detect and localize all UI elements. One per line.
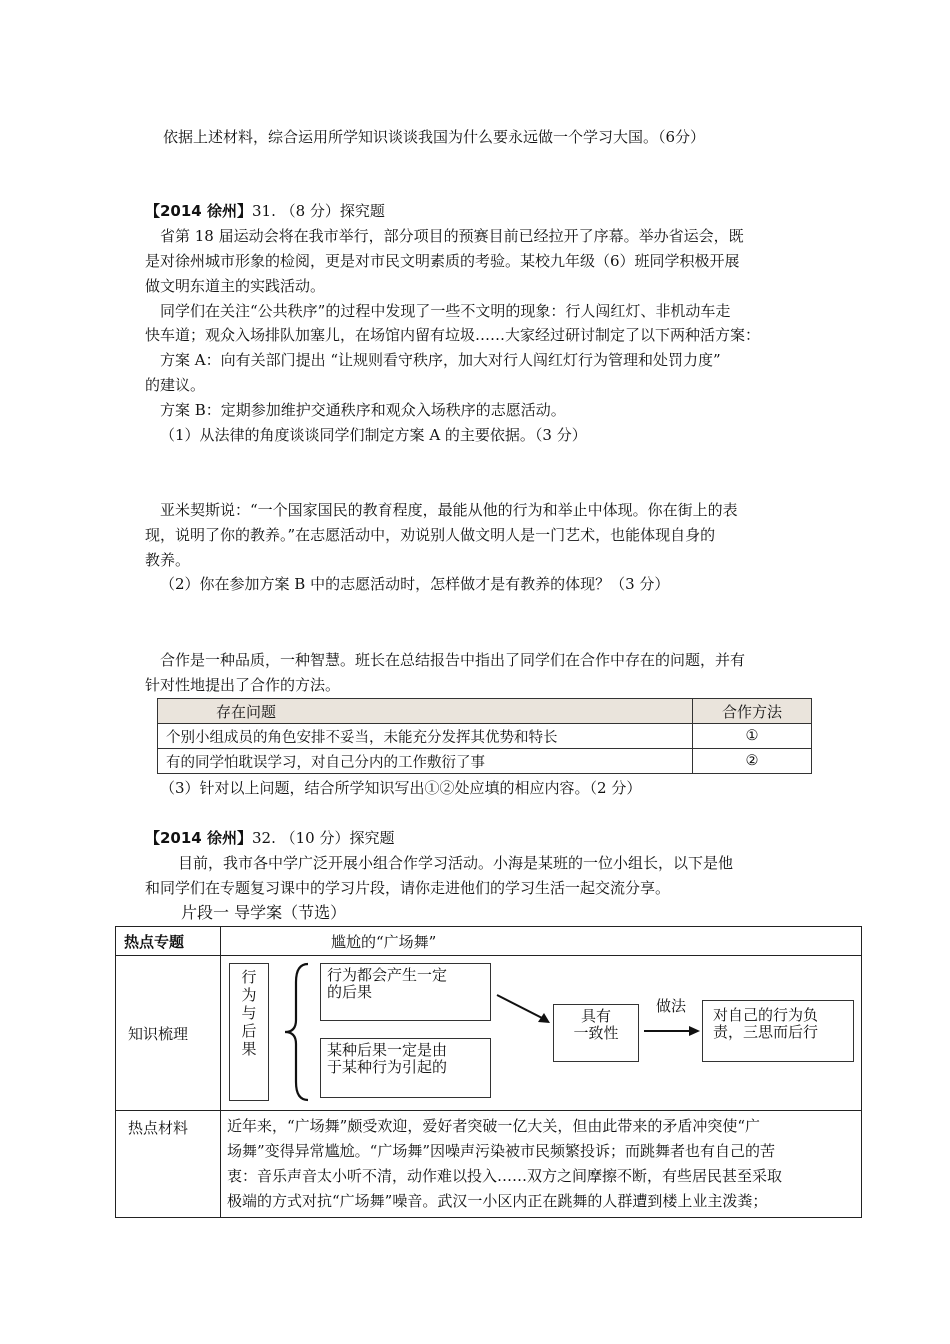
diagram-left-char: 果	[241, 1040, 257, 1058]
diagram-right-line: 责，三思而后行	[713, 1023, 819, 1041]
q32-para-line: 目前，我市各中学广泛开展小组合作学习活动。小海是某班的一位小组长，以下是他	[178, 854, 734, 872]
diagram-right-arrow-icon	[642, 1024, 702, 1038]
q31-quote-line: 亚米契斯说：“一个国家国民的教育程度，最能从他的行为和举止中体现。你在街上的表	[160, 501, 738, 519]
diagram-arrow-icon	[494, 992, 554, 1032]
material-line: 近年来，“广场舞”颇受欢迎，爱好者突破一亿大关，但由此带来的矛盾冲突使“广	[227, 1117, 761, 1135]
q31-coop-line: 合作是一种品质，一种智慧。班长在总结报告中指出了同学们在合作中存在的问题，并有	[160, 651, 746, 669]
q31-tag: 【2014 徐州】	[145, 202, 252, 220]
q31-sub2: （2）你在参加方案 B 中的志愿活动时，怎样做才是有教养的体现？（3 分）	[160, 575, 670, 593]
diagram-middle-box	[553, 1004, 639, 1062]
cooperation-table	[157, 698, 812, 774]
topic-label: 热点专题	[116, 927, 221, 956]
q31-para2-line: 快车道；观众入场排队加塞儿，在场馆内留有垃圾……大家经过研讨制定了以下两种活方案：	[145, 326, 761, 344]
diagram-left-char: 行	[241, 968, 257, 986]
intro-question: 依据上述材料，综合运用所学知识谈谈我国为什么要永远做一个学习大国。（6分）	[163, 128, 706, 146]
material-line: 极端的方式对抗“广场舞”噪音。武汉一小区内正在跳舞的人群遭到楼上业主泼粪；	[227, 1192, 768, 1210]
q31-quote-line: 现，说明了你的教养。”在志愿活动中，劝说别人做文明人是一门艺术，也能体现自身的	[145, 526, 716, 544]
q31-heading	[145, 201, 385, 221]
table-cell-method: ②	[693, 749, 812, 774]
diagram-bottom-line: 某种后果一定是由	[327, 1041, 448, 1059]
diagram-left-char: 与	[241, 1004, 257, 1022]
knowledge-label: 知识梳理	[116, 956, 221, 1111]
table-row	[158, 724, 812, 749]
diagram-right-line: 对自己的行为负	[713, 1006, 819, 1024]
table-row	[116, 1111, 862, 1218]
table-header-method: 合作方法	[693, 699, 812, 724]
material-text	[221, 1111, 862, 1218]
diagram-top-line: 的后果	[327, 983, 373, 1001]
q31-planB: 方案 B：定期参加维护交通秩序和观众入场秩序的志愿活动。	[160, 401, 566, 419]
q31-planA-line: 方案 A：向有关部门提出 “让规则看守秩序，加大对行人闯红灯行为管理和处罚力度”	[160, 351, 721, 369]
table-header-problem: 存在问题	[158, 699, 693, 724]
q31-para1-line: 做文明东道主的实践活动。	[145, 277, 326, 295]
diagram-left-char: 为	[241, 986, 257, 1004]
diagram-middle-line: 一致性	[573, 1024, 619, 1042]
diagram-top-box	[320, 963, 491, 1021]
q31-para1-line: 是对徐州城市形象的检阅，更是对市民文明素质的考验。某校九年级（6）班同学积极开展	[145, 252, 740, 270]
diagram-arrow-label: 做法	[656, 997, 687, 1015]
q31-coop-line: 针对性地提出了合作的方法。	[145, 676, 341, 694]
material-line: 衷：音乐声音太小听不清，动作难以投入……双方之间摩擦不断，有些居民甚至采取	[227, 1167, 783, 1185]
diagram-left-char: 后	[241, 1022, 257, 1040]
q31-sub1: （1）从法律的角度谈谈同学们制定方案 A 的主要依据。（3 分）	[160, 426, 587, 444]
q32-para-line: 和同学们在专题复习课中的学习片段，请你走进他们的学习生活一起交流分享。	[145, 879, 671, 897]
table-header-row	[158, 699, 812, 724]
diagram-right-box	[702, 1000, 854, 1062]
q32-title: 32. （10 分）探究题	[251, 829, 395, 847]
diagram-top-line: 行为都会产生一定	[327, 966, 448, 984]
table-cell-method: ①	[693, 724, 812, 749]
table-cell-problem: 有的同学怕耽误学习，对自己分内的工作敷衍了事	[158, 749, 693, 774]
material-label: 热点材料	[116, 1111, 221, 1218]
table-cell-problem: 个别小组成员的角色安排不妥当，未能充分发挥其优势和特长	[158, 724, 693, 749]
diagram-left-box	[229, 963, 269, 1101]
diagram-middle-line: 具有	[580, 1007, 611, 1025]
q32-fragment: 片段一 导学案（节选）	[181, 903, 347, 922]
q31-title: 31. （8 分）探究题	[251, 202, 385, 220]
q32-heading	[145, 828, 394, 848]
q31-quote-line: 教养。	[145, 551, 191, 569]
topic-value: 尴尬的“广场舞”	[221, 927, 862, 956]
q31-para2-line: 同学们在关注“公共秩序”的过程中发现了一些不文明的现象：行人闯红灯、非机动车走	[160, 302, 731, 320]
diagram-bottom-box	[320, 1038, 491, 1098]
diagram-bottom-line: 于某种行为引起的	[327, 1058, 448, 1076]
q32-tag: 【2014 徐州】	[145, 829, 252, 847]
material-line: 场舞”变得异常尴尬。“广场舞”因噪声污染被市民频繁投诉；而跳舞者也有自己的苦	[227, 1142, 776, 1160]
table-row	[116, 927, 862, 956]
brace-icon	[282, 962, 312, 1102]
q31-sub3: （3）针对以上问题，结合所学知识写出①②处应填的相应内容。（2 分）	[160, 779, 642, 797]
q31-para1-line: 省第 18 届运动会将在我市举行，部分项目的预赛目前已经拉开了序幕。举办省运会，既	[160, 227, 744, 245]
table-row	[158, 749, 812, 774]
q31-planA-line: 的建议。	[145, 376, 206, 394]
